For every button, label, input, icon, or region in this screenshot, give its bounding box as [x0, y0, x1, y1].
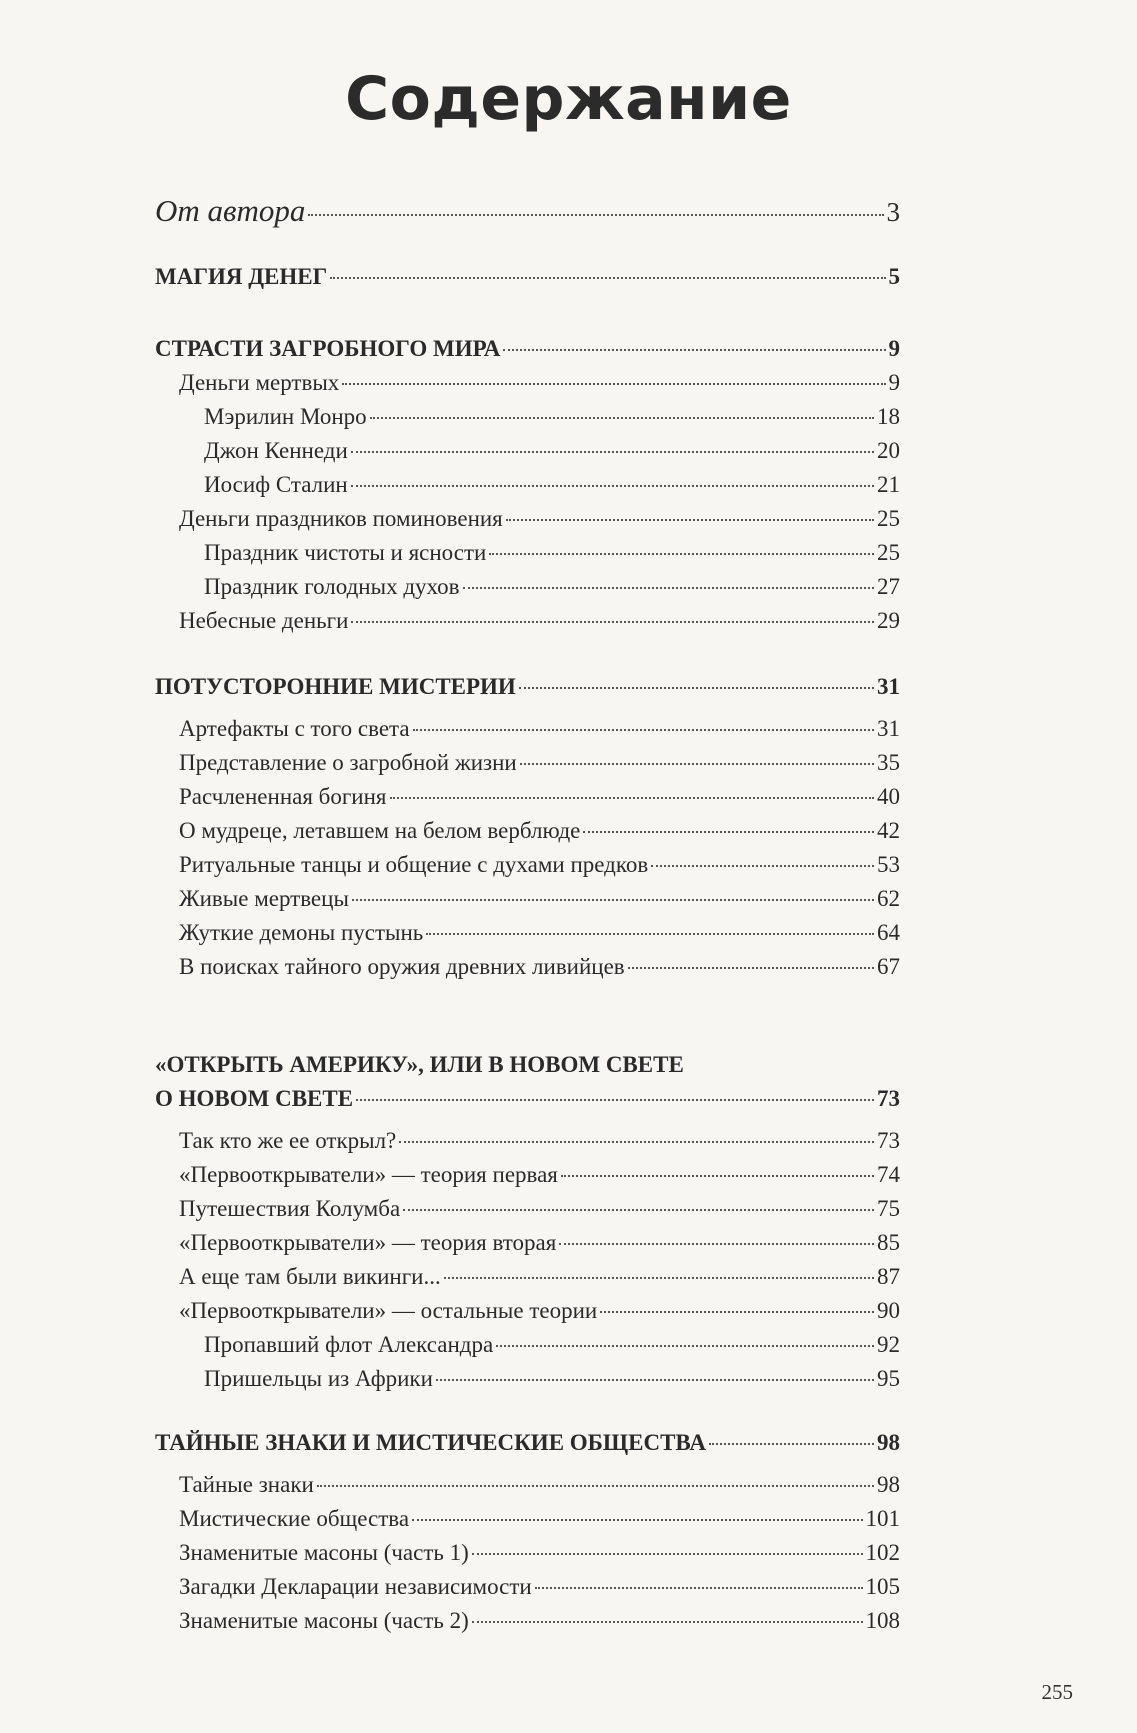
toc-entry[interactable] — [155, 714, 900, 744]
dot-leader — [351, 485, 874, 487]
toc-entry[interactable] — [155, 1194, 900, 1224]
toc-entry[interactable] — [155, 334, 900, 364]
toc-entry-page: 25 — [877, 506, 900, 531]
toc-entry[interactable] — [155, 1572, 900, 1602]
toc-entry-label: МАГИЯ ДЕНЕГ — [155, 264, 328, 289]
dot-leader — [463, 587, 874, 589]
toc-entry-label: О НОВОМ СВЕТЕ — [155, 1086, 354, 1111]
dot-leader — [535, 1587, 863, 1589]
toc-entry[interactable] — [155, 850, 900, 880]
toc-entry-page: 105 — [865, 1574, 900, 1599]
toc-entry[interactable] — [155, 816, 900, 846]
dot-leader — [489, 553, 874, 555]
toc-entry[interactable] — [155, 1084, 900, 1114]
dot-leader — [600, 1311, 874, 1313]
toc-entry-page: 18 — [877, 404, 900, 429]
toc-entry-page: 64 — [877, 920, 900, 945]
toc-entry[interactable] — [155, 748, 900, 778]
toc-entry-label: ПОТУСТОРОННИЕ МИСТЕРИИ — [155, 674, 516, 699]
dot-leader — [503, 349, 885, 351]
dot-leader — [390, 797, 874, 799]
dot-leader — [444, 1277, 874, 1279]
toc-entry-page: 20 — [877, 438, 900, 463]
toc-entry[interactable] — [155, 192, 900, 231]
toc-entry-label: «Первооткрыватели» — теория первая — [179, 1162, 558, 1187]
toc-entry-label: Праздник голодных духов — [204, 574, 460, 599]
toc-entry-page: 9 — [888, 336, 900, 361]
toc-entry-label: Деньги праздников поминовения — [179, 506, 503, 531]
dot-leader — [399, 1141, 874, 1143]
toc-entry[interactable] — [155, 368, 900, 398]
toc-entry[interactable] — [155, 402, 900, 432]
dot-leader — [506, 519, 874, 521]
dot-leader — [351, 451, 874, 453]
dot-leader — [709, 1443, 874, 1445]
toc-entry[interactable] — [155, 572, 900, 602]
toc-entry-page: 102 — [865, 1540, 900, 1565]
toc-entry[interactable] — [155, 470, 900, 500]
toc-entry[interactable] — [155, 1296, 900, 1326]
toc-entry-page: 74 — [877, 1162, 900, 1187]
toc-entry-page: 35 — [877, 750, 900, 775]
toc-entry-label: Мэрилин Монро — [204, 404, 367, 429]
toc-entry[interactable] — [155, 1606, 900, 1636]
toc-entry-label: О мудреце, летавшем на белом верблюде — [179, 818, 581, 843]
toc-entry[interactable] — [155, 952, 900, 982]
toc-entry-page: 101 — [865, 1506, 900, 1531]
dot-leader — [583, 831, 874, 833]
toc-entry-label: Представление о загробной жизни — [179, 750, 517, 775]
toc-entry-label: Небесные деньги — [179, 608, 349, 633]
toc-entry[interactable] — [155, 1262, 900, 1292]
dot-leader — [436, 1379, 874, 1381]
toc-entry[interactable] — [155, 504, 900, 534]
toc-entry-label: «Первооткрыватели» — теория вторая — [179, 1230, 557, 1255]
toc-entry[interactable] — [155, 262, 900, 292]
dot-leader — [413, 729, 874, 731]
dot-leader — [412, 1519, 862, 1521]
toc-entry-page: 31 — [877, 716, 900, 741]
toc-entry-page: 90 — [877, 1298, 900, 1323]
toc-entry-page: 108 — [865, 1608, 900, 1633]
toc-entry-label: Пришельцы из Африки — [204, 1366, 433, 1391]
dot-leader — [342, 383, 885, 385]
toc-entry-label: Мистические общества — [179, 1506, 410, 1531]
toc-entry-page: 3 — [886, 197, 900, 227]
toc-entry[interactable] — [155, 918, 900, 948]
dot-leader — [628, 967, 874, 969]
dot-leader — [308, 214, 883, 216]
toc-entry[interactable] — [155, 1228, 900, 1258]
toc-entry-label: Жуткие демоны пустынь — [179, 920, 424, 945]
toc-entry-page: 31 — [877, 674, 900, 699]
page-number: 255 — [1041, 1680, 1073, 1704]
toc-entry-page: 98 — [877, 1472, 900, 1497]
toc-entry-page: 67 — [877, 954, 900, 979]
toc-entry-label: Тайные знаки — [179, 1472, 314, 1497]
toc-entry-label: От автора — [155, 193, 306, 228]
toc-entry-page: 95 — [877, 1366, 900, 1391]
toc-entry-page: 42 — [877, 818, 900, 843]
toc-entry[interactable] — [155, 1330, 900, 1360]
toc-entry-label: Так кто же ее открыл? — [179, 1128, 397, 1153]
toc-entry-label: Путешествия Колумба — [179, 1196, 401, 1221]
toc-entry[interactable] — [155, 1538, 900, 1568]
dot-leader — [496, 1345, 874, 1347]
toc-entry-label: Пропавший флот Александра — [204, 1332, 494, 1357]
dot-leader — [519, 687, 874, 689]
toc-entry-page: 62 — [877, 886, 900, 911]
dot-leader — [520, 763, 874, 765]
toc-entry-page: 25 — [877, 540, 900, 565]
toc-entry[interactable] — [155, 1364, 900, 1394]
toc-entry-label: Загадки Декларации независимости — [179, 1574, 532, 1599]
dot-leader — [561, 1175, 874, 1177]
toc-entry-label: СТРАСТИ ЗАГРОБНОГО МИРА — [155, 336, 501, 361]
toc-entry-page: 75 — [877, 1196, 900, 1221]
dot-leader — [426, 933, 874, 935]
toc-entry-page: 73 — [877, 1086, 900, 1111]
toc-entry-label: В поисках тайного оружия древних ливийцев — [179, 954, 625, 979]
toc-entry-label: Ритуальные танцы и общение с духами предков — [179, 852, 649, 877]
toc-entry[interactable] — [155, 782, 900, 812]
dot-leader — [352, 899, 874, 901]
toc-entry-label-line1: «ОТКРЫТЬ АМЕРИКУ», ИЛИ В НОВОМ СВЕТЕ — [155, 1052, 684, 1077]
dot-leader — [351, 621, 874, 623]
toc-entry-label: А еще там были викинги... — [179, 1264, 441, 1289]
toc-entry-label: Праздник чистоты и ясности — [204, 540, 487, 565]
toc-entry-label: Артефакты с того света — [179, 716, 410, 741]
toc-entry[interactable] — [155, 884, 900, 914]
dot-leader — [317, 1485, 874, 1487]
toc-entry[interactable] — [155, 1470, 900, 1500]
toc-entry-page: 98 — [877, 1430, 900, 1455]
toc-entry-page: 21 — [877, 472, 900, 497]
toc-entry-label: Джон Кеннеди — [204, 438, 348, 463]
toc-entry-page: 9 — [888, 370, 900, 395]
toc-entry[interactable] — [155, 1160, 900, 1190]
toc-entry-label: Знаменитые масоны (часть 2) — [179, 1608, 469, 1633]
toc-entry[interactable] — [155, 436, 900, 466]
page-title: Содержание — [345, 64, 792, 134]
toc-entry-label: Расчлененная богиня — [179, 784, 387, 809]
toc-entry-page: 87 — [877, 1264, 900, 1289]
dot-leader — [472, 1553, 863, 1555]
toc-entry-page: 40 — [877, 784, 900, 809]
dot-leader — [559, 1243, 874, 1245]
toc-entry-label: Иосиф Сталин — [204, 472, 348, 497]
toc-entry-label: Деньги мертвых — [179, 370, 340, 395]
toc-entry[interactable] — [155, 1428, 900, 1458]
toc-entry[interactable] — [155, 1126, 900, 1156]
toc-entry-page: 73 — [877, 1128, 900, 1153]
toc-entry-label: Знаменитые масоны (часть 1) — [179, 1540, 469, 1565]
toc-entry[interactable] — [155, 538, 900, 568]
dot-leader — [472, 1621, 863, 1623]
dot-leader — [356, 1099, 874, 1101]
toc-entry-page: 92 — [877, 1332, 900, 1357]
toc-entry-label: ТАЙНЫЕ ЗНАКИ И МИСТИЧЕСКИЕ ОБЩЕСТВА — [155, 1430, 706, 1455]
dot-leader — [370, 417, 874, 419]
dot-leader — [330, 277, 885, 279]
dot-leader — [403, 1209, 874, 1211]
toc-entry-page: 5 — [888, 264, 900, 289]
toc-entry-page: 27 — [877, 574, 900, 599]
toc-entry[interactable] — [155, 606, 900, 636]
toc-entry-page: 53 — [877, 852, 900, 877]
toc-entry[interactable] — [155, 1504, 900, 1534]
toc-entry-label: «Первооткрыватели» — остальные теории — [179, 1298, 598, 1323]
toc-entry-page: 29 — [877, 608, 900, 633]
dot-leader — [651, 865, 874, 867]
toc-entry[interactable] — [155, 672, 900, 702]
toc-entry-page: 85 — [877, 1230, 900, 1255]
toc-entry-label: Живые мертвецы — [179, 886, 349, 911]
